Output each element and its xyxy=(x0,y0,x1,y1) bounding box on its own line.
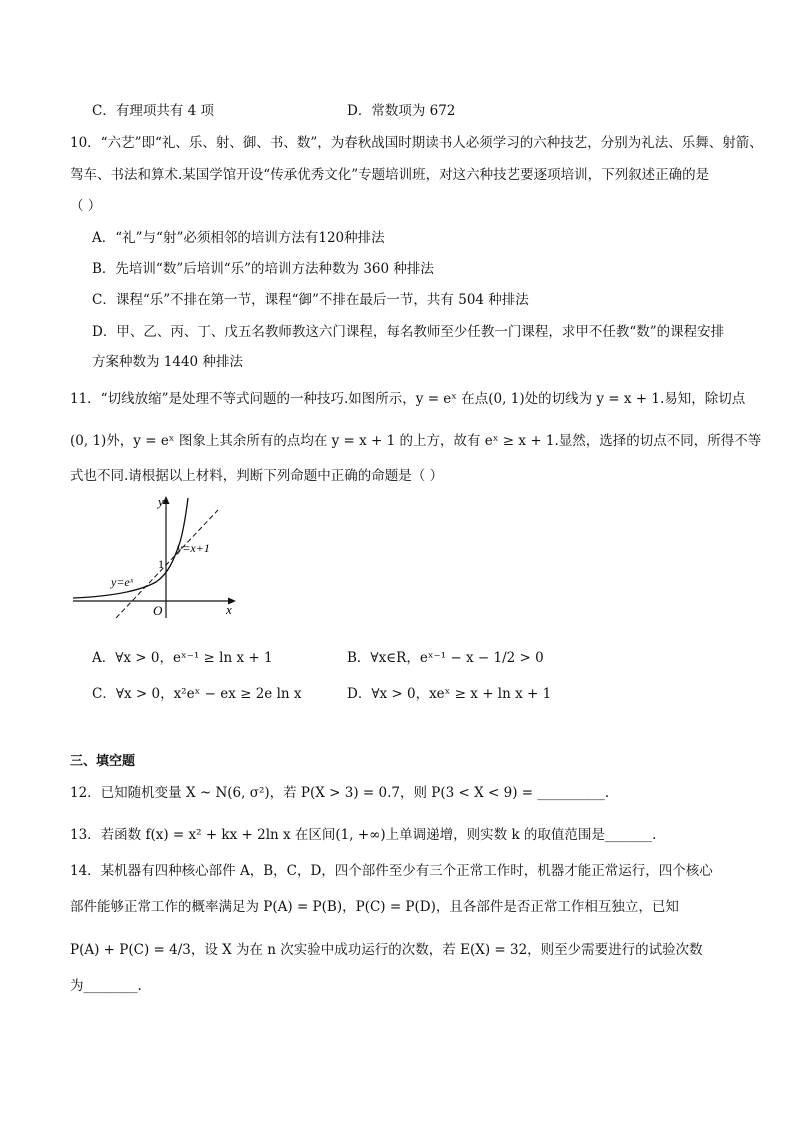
q13-text: 13．若函数 f(x) = x² + kx + 2ln x 在区间(1, +∞)上单调递增，则实数 k 的取值范围是_______. xyxy=(70,827,657,843)
q11-graph xyxy=(68,490,248,620)
q11-stem-line3: 式也不同.请根据以上材料，判断下列命题中正确的命题是（ ） xyxy=(70,468,444,484)
section-title-fill-in: 三、填空题 xyxy=(70,754,136,769)
q11-option-b: B．∀x∈R，eˣ⁻¹ − x − 1/2 > 0 xyxy=(347,650,544,666)
q11-stem-line1: 11．“切线放缩”是处理不等式问题的一种技巧.如图所示，y = eˣ 在点(0, 1)处的切线为 y = x + 1.易知，除切点 xyxy=(70,391,746,407)
intercept-label: 1 xyxy=(158,557,164,571)
q11-option-d: D．∀x > 0，xeˣ ≥ x + ln x + 1 xyxy=(347,686,552,702)
q10-option-d-line1: D．甲、乙、丙、丁、戊五名教师教这六门课程，每名教师至少任教一门课程，求甲不任教“数”的课程安排 xyxy=(92,324,725,340)
curve-label: y=eˣ xyxy=(111,575,134,589)
q10-stem-line3: （ ） xyxy=(70,198,102,214)
origin-label: O xyxy=(153,603,163,618)
q10-option-a: A．“礼”与“射”必须相邻的培训方法有120种排法 xyxy=(92,230,385,246)
q14-stem-line3: P(A) + P(C) = 4/3，设 X 为在 n 次实验中成功运行的次数，若 E(X) = 32，则至少需要进行的试验次数 xyxy=(70,942,703,958)
q9-option-d: D．常数项为 672 xyxy=(347,103,456,119)
q11-option-a: A．∀x > 0，eˣ⁻¹ ≥ ln x + 1 xyxy=(92,650,273,666)
q12-text: 12．已知随机变量 X ~ N(6, σ²)，若 P(X > 3) = 0.7，则 P(3 < X < 9) = __________. xyxy=(70,785,610,801)
q10-stem-line2: 驾车、书法和算术.某国学馆开设“传承优秀文化”专题培训班，对这六种技艺要逐项培训，下列叙述正确的是 xyxy=(70,167,710,183)
q11-option-c: C．∀x > 0，x²eˣ − ex ≥ 2e ln x xyxy=(92,686,302,702)
tangent-line xyxy=(116,510,218,618)
q14-stem-line4: 为________. xyxy=(70,978,142,994)
x-axis-label: x xyxy=(226,602,232,617)
q11-stem-line2: (0, 1)外，y = eˣ 图象上其余所有的点均在 y = x + 1 的上方，故有 eˣ ≥ x + 1.显然，选择的切点不同，所得不等 xyxy=(70,433,762,449)
q10-option-b: B．先培训“数”后培训“乐”的培训方法种数为 360 种排法 xyxy=(92,261,434,277)
y-axis-label: y xyxy=(158,494,164,509)
q9-option-c: C．有理项共有 4 项 xyxy=(92,103,215,119)
line-label: y=x+1 xyxy=(177,541,210,555)
q14-stem-line2: 部件能够正常工作的概率满足为 P(A) = P(B)，P(C) = P(D)，且各部件是否正常工作相互独立，已知 xyxy=(70,899,679,915)
q10-option-d-line2: 方案种数为 1440 种排法 xyxy=(92,354,243,370)
q10-stem-line1: 10．“六艺”即“礼、乐、射、御、书、数”，为春秋战国时期读书人必须学习的六种技艺，分别为礼法、乐舞、射箭、 xyxy=(70,135,763,151)
q14-stem-line1: 14．某机器有四种核心部件 A，B，C，D，四个部件至少有三个正常工作时，机器才能正常运行，四个核心 xyxy=(70,863,713,879)
q10-option-c: C．课程“乐”不排在第一节，课程“御”不排在最后一节，共有 504 种排法 xyxy=(92,292,529,308)
